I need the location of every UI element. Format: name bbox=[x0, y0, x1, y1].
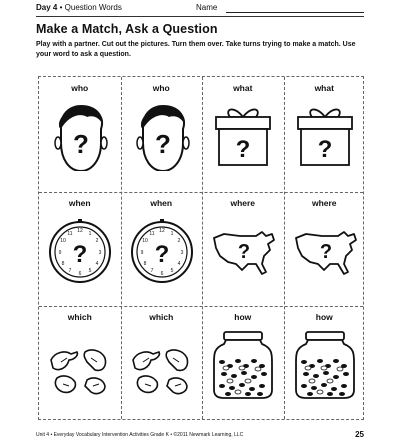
page-title: Make a Match, Ask a Question bbox=[36, 22, 218, 36]
card-which bbox=[121, 306, 203, 421]
svg-text:4: 4 bbox=[177, 260, 180, 267]
card-where bbox=[284, 192, 366, 307]
card-who bbox=[121, 77, 203, 192]
svg-text:?: ? bbox=[154, 240, 169, 268]
svg-text:11: 11 bbox=[148, 230, 155, 237]
svg-text:7: 7 bbox=[150, 267, 153, 274]
card-word: what bbox=[314, 83, 334, 93]
svg-text:8: 8 bbox=[143, 260, 146, 267]
card-what bbox=[202, 77, 284, 192]
svg-text:2: 2 bbox=[95, 237, 99, 244]
card-what bbox=[284, 77, 366, 192]
day-label: Day 4 bbox=[36, 3, 58, 12]
svg-text:12: 12 bbox=[77, 227, 83, 234]
svg-text:3: 3 bbox=[98, 249, 102, 256]
card-word: when bbox=[68, 197, 91, 208]
footer-credit: Unit 4 • Everyday Vocabulary Intervention Activities Grade K • ©2011 Newmark Learning, LLC bbox=[36, 432, 244, 438]
svg-text:5: 5 bbox=[170, 267, 173, 274]
svg-text:6: 6 bbox=[78, 270, 82, 277]
svg-text:2: 2 bbox=[177, 237, 180, 244]
svg-text:?: ? bbox=[237, 240, 251, 263]
svg-text:1: 1 bbox=[88, 230, 92, 237]
svg-text:4: 4 bbox=[95, 260, 99, 267]
svg-text:7: 7 bbox=[68, 267, 72, 274]
header-rule bbox=[36, 16, 364, 17]
card-word: what bbox=[233, 83, 253, 93]
svg-text:?: ? bbox=[317, 136, 332, 163]
svg-text:12: 12 bbox=[158, 227, 165, 234]
card-who bbox=[39, 77, 121, 192]
card-word: when bbox=[150, 197, 173, 208]
svg-text:1: 1 bbox=[170, 230, 173, 237]
card-word: which bbox=[149, 312, 174, 323]
svg-text:3: 3 bbox=[180, 249, 183, 256]
svg-text:?: ? bbox=[154, 129, 171, 159]
card-how bbox=[202, 306, 284, 421]
card-word: where bbox=[311, 197, 337, 208]
card-which bbox=[39, 306, 121, 421]
svg-text:9: 9 bbox=[58, 249, 62, 256]
page-number: 25 bbox=[355, 430, 364, 439]
separator: • bbox=[59, 3, 63, 12]
card-word: where bbox=[230, 197, 256, 208]
card-word: which bbox=[67, 312, 92, 323]
svg-text:11: 11 bbox=[67, 230, 73, 237]
svg-text:6: 6 bbox=[160, 270, 163, 277]
svg-text:?: ? bbox=[319, 240, 332, 263]
instructions: Play with a partner. Cut out the pictures. Turn them over. Take turns trying to make a match. Use your word to ask a question. bbox=[36, 41, 356, 58]
card-when bbox=[39, 192, 121, 307]
name-line[interactable] bbox=[226, 12, 364, 13]
svg-text:5: 5 bbox=[88, 267, 92, 274]
card-when bbox=[121, 192, 203, 307]
page-header bbox=[36, 3, 364, 15]
svg-text:8: 8 bbox=[61, 260, 65, 267]
card-word: how bbox=[315, 312, 333, 323]
svg-text:?: ? bbox=[73, 129, 89, 159]
card-word: who bbox=[152, 83, 170, 93]
card-word: how bbox=[234, 312, 252, 323]
card-word: who bbox=[71, 83, 89, 93]
svg-text:?: ? bbox=[235, 136, 251, 163]
name-label: Name bbox=[196, 3, 218, 12]
card-where bbox=[202, 192, 284, 307]
svg-text:9: 9 bbox=[140, 249, 143, 256]
topic-label: Question Words bbox=[64, 3, 122, 12]
svg-text:?: ? bbox=[72, 240, 88, 268]
card-grid bbox=[38, 76, 364, 420]
card-how bbox=[284, 306, 366, 421]
svg-text:10: 10 bbox=[141, 237, 148, 244]
svg-text:10: 10 bbox=[60, 237, 66, 244]
